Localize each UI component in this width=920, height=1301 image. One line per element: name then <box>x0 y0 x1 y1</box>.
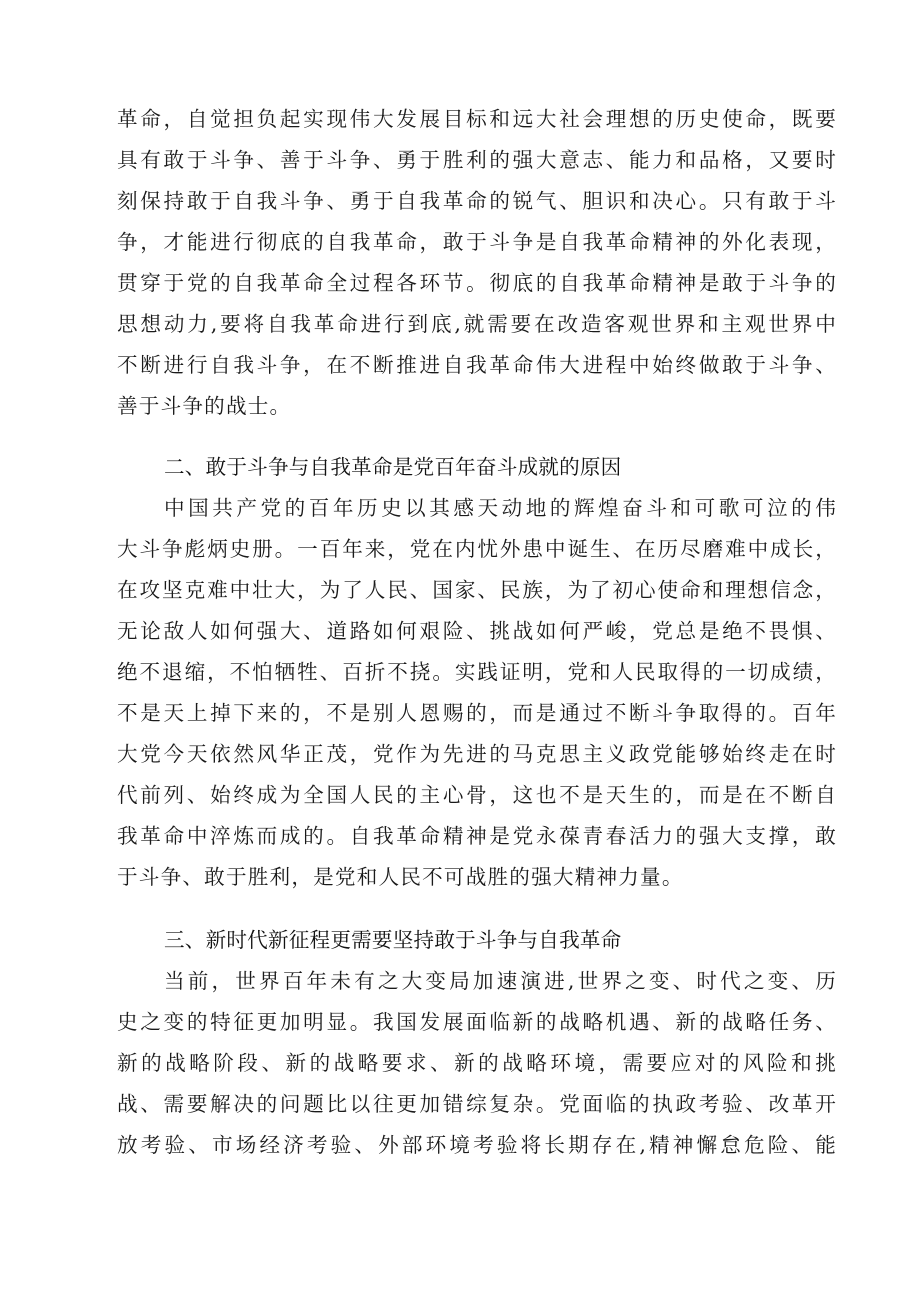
paragraph-line: 刻保持敢于自我斗争、勇于自我革命的锐气、胆识和决心。只有敢于斗 <box>117 189 837 213</box>
paragraph-line: 大斗争彪炳史册。一百年来，党在内忧外患中诞生、在历尽磨难中成长， <box>117 537 837 561</box>
paragraph-line: 不断进行自我斗争，在不断推进自我革命伟大进程中始终做敢于斗争、 <box>117 353 837 377</box>
paragraph-line: 我革命中淬炼而成的。自我革命精神是党永葆青春活力的强大支撑，敢 <box>117 824 837 848</box>
paragraph-line: 在攻坚克难中壮大，为了人民、国家、民族，为了初心使命和理想信念， <box>117 578 837 602</box>
paragraph-line: 代前列、始终成为全国人民的主心骨，这也不是天生的，而是在不断自 <box>117 783 837 807</box>
section-heading: 二、敢于斗争与自我革命是党百年奋斗成就的原因 <box>164 455 622 479</box>
paragraph-line: 不是天上掉下来的，不是别人恩赐的，而是通过不断斗争取得的。百年 <box>117 701 837 725</box>
paragraph-line: 无论敌人如何强大、道路如何艰险、挑战如何严峻，党总是绝不畏惧、 <box>117 619 837 643</box>
paragraph-line: 争，才能进行彻底的自我革命，敢于斗争是自我革命精神的外化表现， <box>117 230 837 254</box>
paragraph-line: 思想动力,要将自我革命进行到底,就需要在改造客观世界和主观世界中 <box>117 312 837 336</box>
paragraph-line: 当前，世界百年未有之大变局加速演进,世界之变、时代之变、历 <box>164 969 837 993</box>
paragraph-line: 放考验、市场经济考验、外部环境考验将长期存在,精神懈怠危险、能 <box>117 1133 837 1157</box>
paragraph-line: 大党今天依然风华正茂，党作为先进的马克思主义政党能够始终走在时 <box>117 742 837 766</box>
paragraph-line: 善于斗争的战士。 <box>117 394 292 418</box>
paragraph-line: 贯穿于党的自我革命全过程各环节。彻底的自我革命精神是敢于斗争的 <box>117 271 837 295</box>
paragraph-line: 新的战略阶段、新的战略要求、新的战略环境，需要应对的风险和挑 <box>117 1051 837 1075</box>
paragraph-line: 具有敢于斗争、善于斗争、勇于胜利的强大意志、能力和品格，又要时 <box>117 148 837 172</box>
paragraph-line: 革命，自觉担负起实现伟大发展目标和远大社会理想的历史使命，既要 <box>117 107 837 131</box>
paragraph-line: 战、需要解决的问题比以往更加错综复杂。党面临的执政考验、改革开 <box>117 1092 837 1116</box>
paragraph-line: 绝不退缩，不怕牺牲、百折不挠。实践证明，党和人民取得的一切成绩， <box>117 660 837 684</box>
paragraph-line: 史之变的特征更加明显。我国发展面临新的战略机遇、新的战略任务、 <box>117 1010 837 1034</box>
paragraph-line: 中国共产党的百年历史以其感天动地的辉煌奋斗和可歌可泣的伟 <box>164 496 837 520</box>
paragraph-line: 于斗争、敢于胜利，是党和人民不可战胜的强大精神力量。 <box>117 865 684 889</box>
section-heading: 三、新时代新征程更需要坚持敢于斗争与自我革命 <box>164 928 622 952</box>
